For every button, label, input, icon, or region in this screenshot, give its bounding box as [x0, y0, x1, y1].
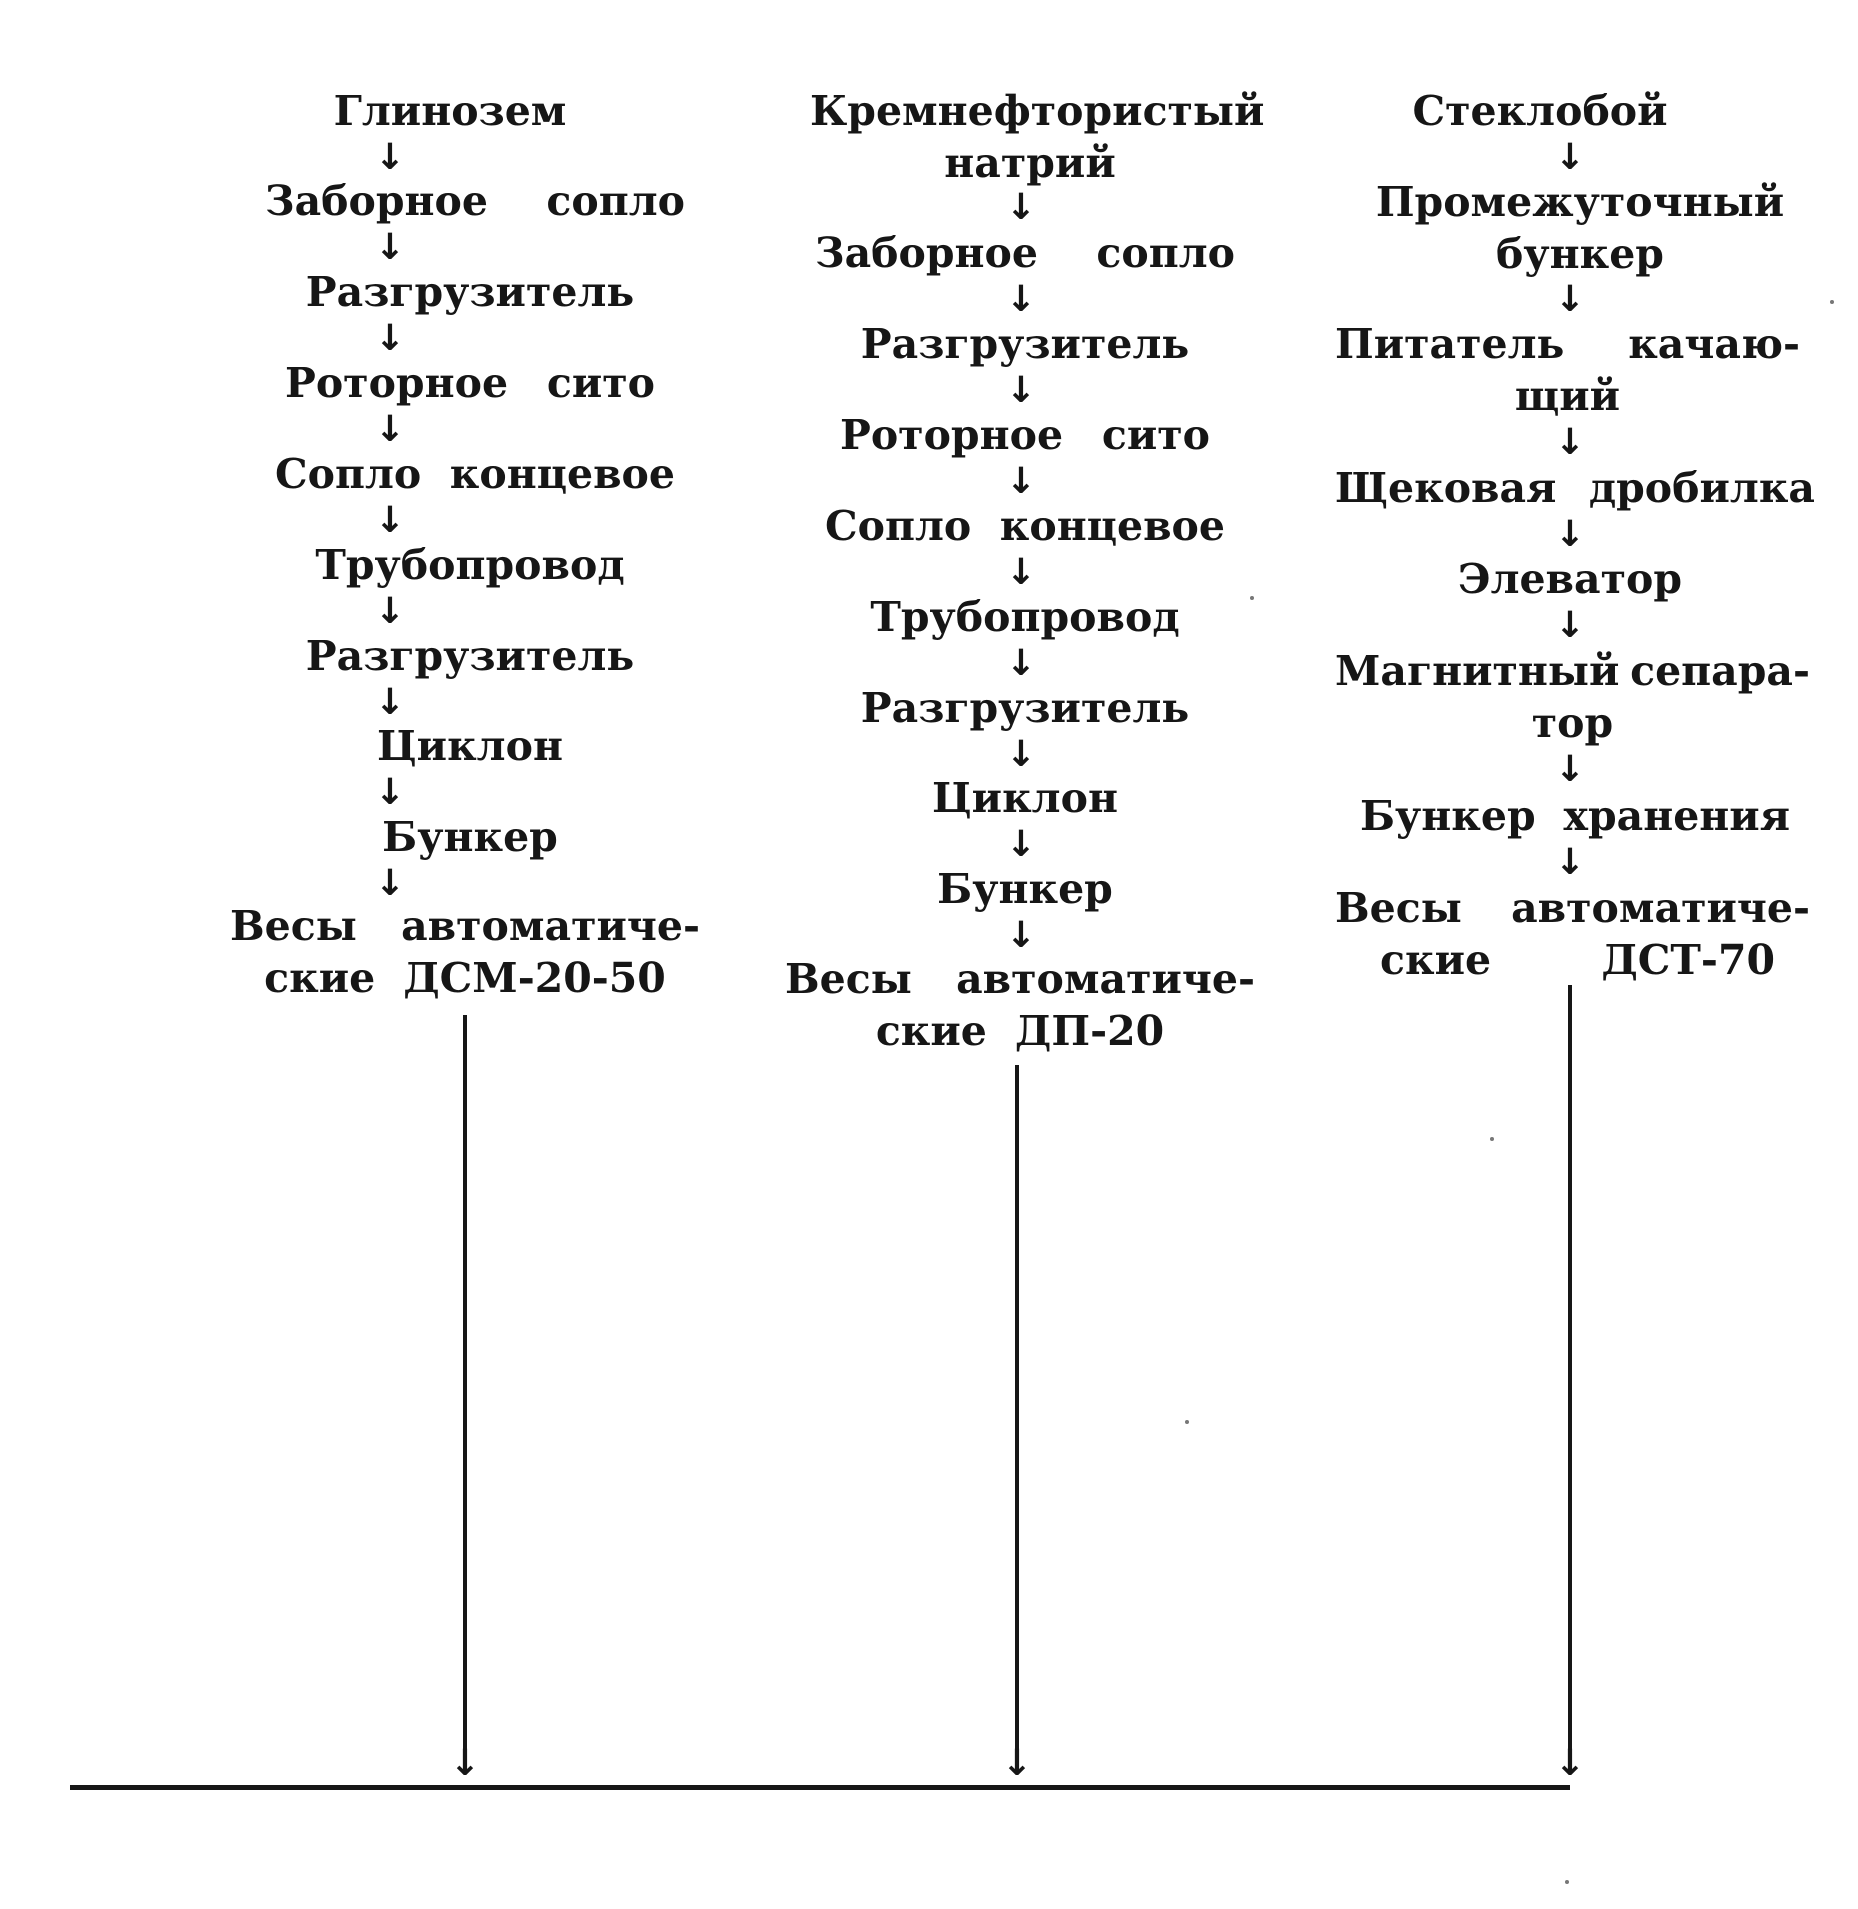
arrow-down-icon: ↓	[1554, 137, 1586, 178]
step-jaw-crusher: Щековая дробилка	[1335, 464, 1815, 512]
step-cyclone: Циклон	[377, 722, 563, 770]
step-cullet: Стеклобой	[1412, 87, 1668, 135]
arrow-down-icon: ↓	[1005, 915, 1037, 956]
step-unloader: Разгрузитель	[305, 268, 635, 316]
arrow-down-icon: ↓	[1554, 514, 1586, 555]
step-hopper: Бункер	[382, 813, 558, 861]
step-pipeline: Трубопровод	[870, 593, 1180, 641]
arrow-down-icon: ↓	[1005, 187, 1037, 228]
scan-speck	[1830, 300, 1834, 304]
arrow-down-icon: ↓	[374, 682, 406, 723]
collector-line	[70, 1785, 1570, 1790]
step-auto-scales: Весы автоматиче- ские ДСМ-20-50	[230, 902, 700, 1002]
arrow-down-icon: ↓	[1005, 552, 1037, 593]
arrow-down-icon: ↓	[1001, 1743, 1033, 1784]
arrow-down-icon: ↓	[374, 863, 406, 904]
connector-line	[1568, 985, 1572, 1760]
arrow-down-icon: ↓	[374, 227, 406, 268]
step-intake-nozzle: Заборное сопло	[815, 229, 1235, 277]
step-end-nozzle: Сопло концевое	[825, 502, 1225, 550]
step-sodium-fluorosilicate: Кремнефтористый натрий	[810, 87, 1265, 187]
step-rotary-sieve: Роторное сито	[840, 411, 1210, 459]
arrow-down-icon: ↓	[374, 772, 406, 813]
arrow-down-icon: ↓	[1554, 605, 1586, 646]
arrow-down-icon: ↓	[1554, 279, 1586, 320]
step-storage-hopper: Бункер хранения	[1360, 792, 1790, 840]
step-unloader-2: Разгрузитель	[860, 684, 1190, 732]
step-unloader: Разгрузитель	[860, 320, 1190, 368]
step-cyclone: Циклон	[932, 774, 1118, 822]
arrow-down-icon: ↓	[1005, 461, 1037, 502]
arrow-down-icon: ↓	[1554, 422, 1586, 463]
step-auto-scales: Весы автоматиче- ские ДСТ-70	[1335, 884, 1810, 984]
scan-speck	[1490, 1137, 1494, 1141]
arrow-down-icon: ↓	[1554, 749, 1586, 790]
step-unloader-2: Разгрузитель	[305, 632, 635, 680]
arrow-down-icon: ↓	[449, 1743, 481, 1784]
step-magnetic-separator: Магнитный сепара- тор	[1335, 647, 1810, 747]
step-end-nozzle: Сопло концевое	[275, 450, 675, 498]
step-elevator: Элеватор	[1457, 555, 1683, 603]
arrow-down-icon: ↓	[1005, 370, 1037, 411]
arrow-down-icon: ↓	[1005, 734, 1037, 775]
arrow-down-icon: ↓	[374, 500, 406, 541]
arrow-down-icon: ↓	[1005, 824, 1037, 865]
step-auto-scales: Весы автоматиче- ские ДП-20	[785, 955, 1255, 1055]
scan-speck	[1565, 1880, 1569, 1884]
step-swinging-feeder: Питатель качаю- щий	[1335, 320, 1800, 420]
step-hopper: Бункер	[937, 865, 1113, 913]
connector-line	[1015, 1065, 1019, 1760]
arrow-down-icon: ↓	[374, 409, 406, 450]
step-intermediate-hopper: Промежуточный бункер	[1375, 178, 1785, 278]
arrow-down-icon: ↓	[1554, 842, 1586, 883]
arrow-down-icon: ↓	[1554, 1743, 1586, 1784]
arrow-down-icon: ↓	[374, 318, 406, 359]
arrow-down-icon: ↓	[374, 137, 406, 178]
arrow-down-icon: ↓	[1005, 279, 1037, 320]
scan-speck	[1250, 596, 1254, 600]
connector-line	[463, 1015, 467, 1760]
arrow-down-icon: ↓	[1005, 643, 1037, 684]
step-pipeline: Трубопровод	[315, 541, 625, 589]
scan-speck	[1185, 1420, 1189, 1424]
step-rotary-sieve: Роторное сито	[285, 359, 655, 407]
step-alumina: Глинозем	[333, 87, 567, 135]
step-intake-nozzle: Заборное сопло	[265, 177, 685, 225]
arrow-down-icon: ↓	[374, 591, 406, 632]
